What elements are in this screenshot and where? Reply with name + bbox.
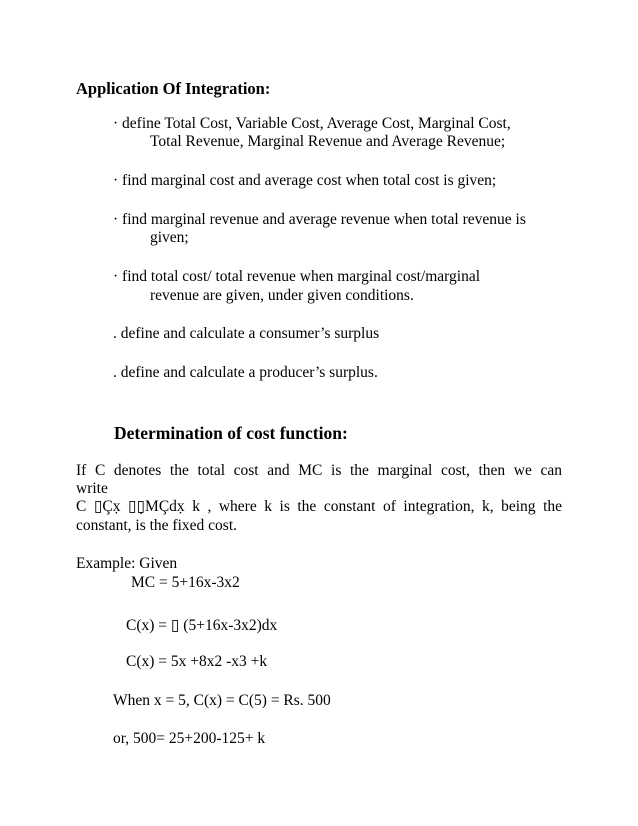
- example-mc: MC = 5+16x-3x2: [131, 574, 240, 591]
- objective-4-line-2: revenue are given, under given conditions.: [150, 287, 414, 304]
- objective-1-line-2: Total Revenue, Marginal Revenue and Average Revenue;: [150, 133, 506, 150]
- example-step-2: C(x) = 5x +8x2 -x3 +k: [126, 653, 268, 670]
- page-heading: Application Of Integration:: [76, 79, 271, 98]
- intro-line-3: C ▯Çx̣ ▯▯̣MÇdx̣ k , where k is the constant of integration, k, being the: [76, 498, 562, 515]
- section-title: Determination of cost function:: [114, 423, 348, 443]
- objective-3-line-2: given;: [150, 229, 189, 246]
- intro-line-4: constant, is the fixed cost.: [76, 517, 237, 534]
- intro-line-1: If C denotes the total cost and MC is the marginal cost, then we can: [76, 462, 562, 479]
- example-step-4: or, 500= 25+200-125+ k: [113, 730, 266, 747]
- objective-2: · find marginal cost and average cost when total cost is given;: [113, 172, 497, 189]
- intro-line-2: write: [76, 480, 108, 497]
- objective-3-line-1: · find marginal revenue and average revenue when total revenue is: [113, 211, 526, 228]
- example-label: Example: Given: [76, 555, 178, 572]
- example-step-3: When x = 5, C(x) = C(5) = Rs. 500: [113, 692, 331, 709]
- objective-6: . define and calculate a producer’s surplus.: [113, 364, 378, 381]
- example-step-1: C(x) = ▯ (5+16x-3x2)dx: [126, 617, 278, 634]
- objective-5: . define and calculate a consumer’s surplus: [113, 325, 380, 342]
- objective-4-line-1: · find total cost/ total revenue when marginal cost/marginal: [113, 268, 481, 285]
- objective-1-line-1: · define Total Cost, Variable Cost, Average Cost, Marginal Cost,: [113, 115, 511, 132]
